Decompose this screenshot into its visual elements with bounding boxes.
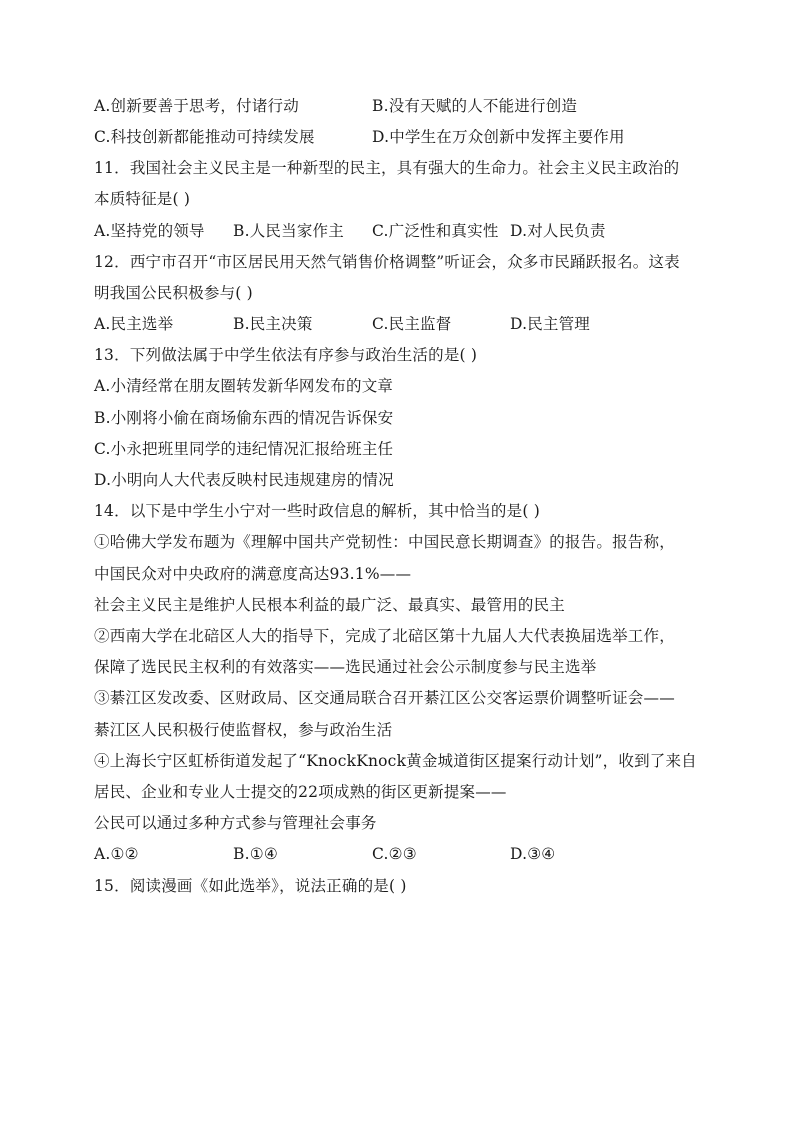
- q10-option-a: A.创新要善于思考，付诸行动: [94, 97, 299, 115]
- q14-item1-line3: 社会主义民主是维护人民根本利益的最广泛、最真实、最管用的民主: [94, 596, 566, 614]
- q11-stem-line1: 11．我国社会主义民主是一种新型的民主，具有强大的生命力。社会主义民主政治的: [94, 159, 680, 177]
- q13-option-a: A.小清经常在朋友圈转发新华网发布的文章: [94, 377, 394, 395]
- q14-option-d: D.③④: [510, 845, 556, 863]
- q12-stem-line1: 12．西宁市召开“市区居民用天然气销售价格调整”听证会，众多市民踊跃报名。这表: [94, 253, 680, 271]
- q14-item3-line1: ③綦江区发改委、区财政局、区交通局联合召开綦江区公交客运票价调整听证会——: [94, 689, 675, 707]
- q12-stem-line2: 明我国公民积极参与( ): [94, 284, 253, 302]
- q12-option-a: A.民主选举: [94, 315, 174, 333]
- q11-option-d: D.对人民负责: [510, 222, 606, 240]
- q11-option-b: B.人民当家作主: [233, 222, 344, 240]
- q10-option-d: D.中学生在万众创新中发挥主要作用: [372, 128, 625, 146]
- q14-option-b: B.①④: [233, 845, 278, 863]
- q12-option-b: B.民主决策: [233, 315, 313, 333]
- q10-option-c: C.科技创新都能推动可持续发展: [94, 128, 315, 146]
- q13-stem: 13．下列做法属于中学生依法有序参与政治生活的是( ): [94, 346, 478, 364]
- q14-option-a: A.①②: [94, 845, 139, 863]
- q14-item2-line1: ②西南大学在北碚区人大的指导下，完成了北碚区第十九届人大代表换届选举工作，: [94, 627, 675, 645]
- q13-option-c: C.小永把班里同学的违纪情况汇报给班主任: [94, 440, 394, 458]
- q10-option-b: B.没有天赋的人不能进行创造: [372, 97, 578, 115]
- q11-stem-line2: 本质特征是( ): [94, 190, 191, 208]
- q14-item1-line2: 中国民众对中央政府的满意度高达93.1%——: [94, 565, 412, 583]
- q14-item4-line1: ④上海长宁区虹桥街道发起了“KnockKnock黄金城道街区提案行动计划”，收到了来自: [94, 752, 697, 770]
- q14-item2-line2: 保障了选民民主权利的有效落实——选民通过社会公示制度参与民主选举: [94, 658, 597, 676]
- q12-option-c: C.民主监督: [372, 315, 452, 333]
- q12-option-d: D.民主管理: [510, 315, 591, 333]
- q11-option-c: C.广泛性和真实性: [372, 222, 499, 240]
- q14-option-c: C.②③: [372, 845, 417, 863]
- q11-option-a: A.坚持党的领导: [94, 222, 205, 240]
- q13-option-b: B.小刚将小偷在商场偷东西的情况告诉保安: [94, 409, 394, 427]
- q14-item3-line2: 綦江区人民积极行使监督权，参与政治生活: [94, 721, 393, 739]
- q13-option-d: D.小明向人大代表反映村民违规建房的情况: [94, 471, 394, 489]
- q14-item4-line3: 公民可以通过多种方式参与管理社会事务: [94, 814, 377, 832]
- q15-stem: 15．阅读漫画《如此选举》，说法正确的是( ): [94, 877, 407, 895]
- q14-stem: 14．以下是中学生小宁对一些时政信息的解析，其中恰当的是( ): [94, 502, 540, 520]
- q14-item1-line1: ①哈佛大学发布题为《理解中国共产党韧性：中国民意长期调查》的报告。报告称，: [94, 533, 675, 551]
- q14-item4-line2: 居民、企业和专业人士提交的22项成熟的街区更新提案——: [94, 783, 507, 801]
